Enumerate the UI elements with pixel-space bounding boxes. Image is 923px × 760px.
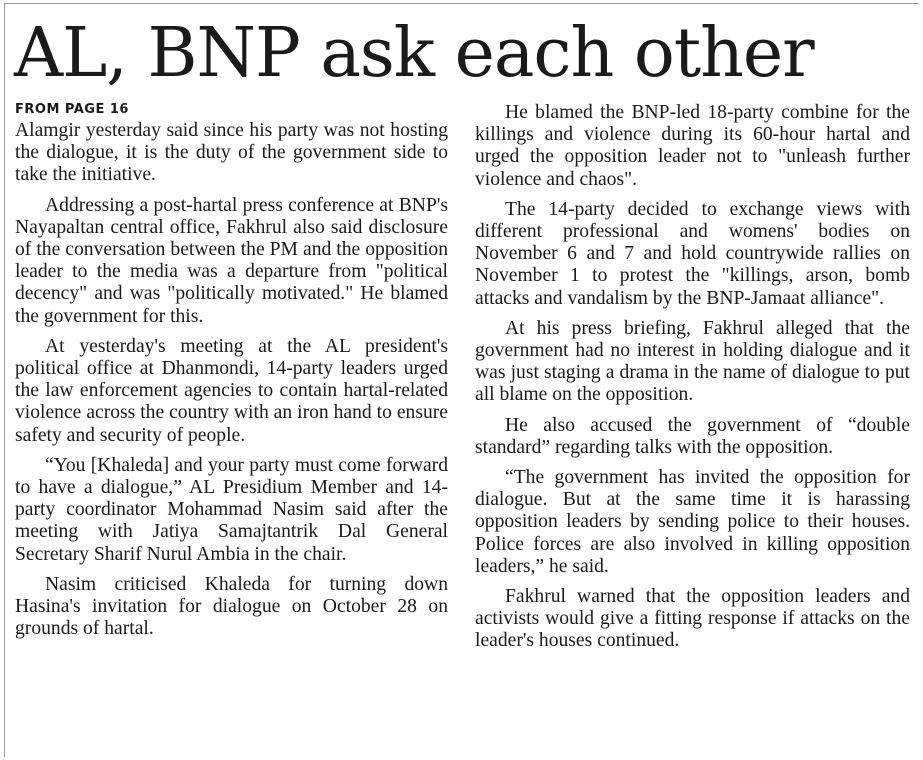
headline: AL, BNP ask each other: [14, 14, 814, 93]
continuation-kicker: FROM PAGE 16: [15, 102, 129, 117]
paragraph: Fakhrul warned that the opposition leaders and activists would give a fitting response if attacks on the leader's houses continued.: [475, 586, 910, 652]
paragraph: Nasim criticised Khaleda for turning down Hasina's invitation for dialogue on October 28 on grounds of hartal.: [15, 573, 448, 640]
paragraph: “You [Khaleda] and your party must come forward to have a dialogue,” AL Presidium Member and 14-party coordinator Mohammad Nasim said after the meeting with Jatiya Samajtantrik Dal General Secretary Sharif Nurul Ambia in the chair.: [15, 454, 448, 565]
article-column-left: [15, 100, 448, 648]
paragraph: At yesterday's meeting at the AL president's political office at Dhanmondi, 14-party leaders urged the law enforcement agencies to contain hartal-related violence across the country with an iron hand to ensure safety and security of people.: [15, 335, 448, 446]
paragraph: At his press briefing, Fakhrul alleged that the government had no interest in holding dialogue and it was just staging a drama in the name of dialogue to put all blame on the opposition.: [475, 317, 910, 406]
paragraph: Addressing a post-hartal press conference at BNP's Nayapaltan central office, Fakhrul also said disclosure of the conversation between the PM and the opposition leader to the media was a departure from "political decency" and was "politically motivated." He blamed the government for this.: [15, 194, 448, 327]
paragraph: He blamed the BNP-led 18-party combine for the killings and violence during its 60-hour hartal and urged the opposition leader not to "unleash further violence and chaos".: [475, 102, 910, 190]
paragraph: The 14-party decided to exchange views with different professional and womens' bodies on November 6 and 7 and hold countrywide rallies on November 1 to protest the "killings, arson, bomb attacks and vandalism by the BNP-Jamaat alliance".: [475, 198, 910, 309]
paragraph: Alamgir yesterday said since his party was not hosting the dialogue, it is the duty of the government side to take the initiative.: [15, 120, 448, 186]
paragraph: He also accused the government of “double standard” regarding talks with the opposition.: [475, 414, 910, 458]
paragraph: “The government has invited the opposition for dialogue. But at the same time it is harassing opposition leaders by sending police to their houses. Police forces are also involved in killing opposition leaders,” he said.: [475, 467, 910, 577]
article-column-right: [475, 102, 910, 661]
